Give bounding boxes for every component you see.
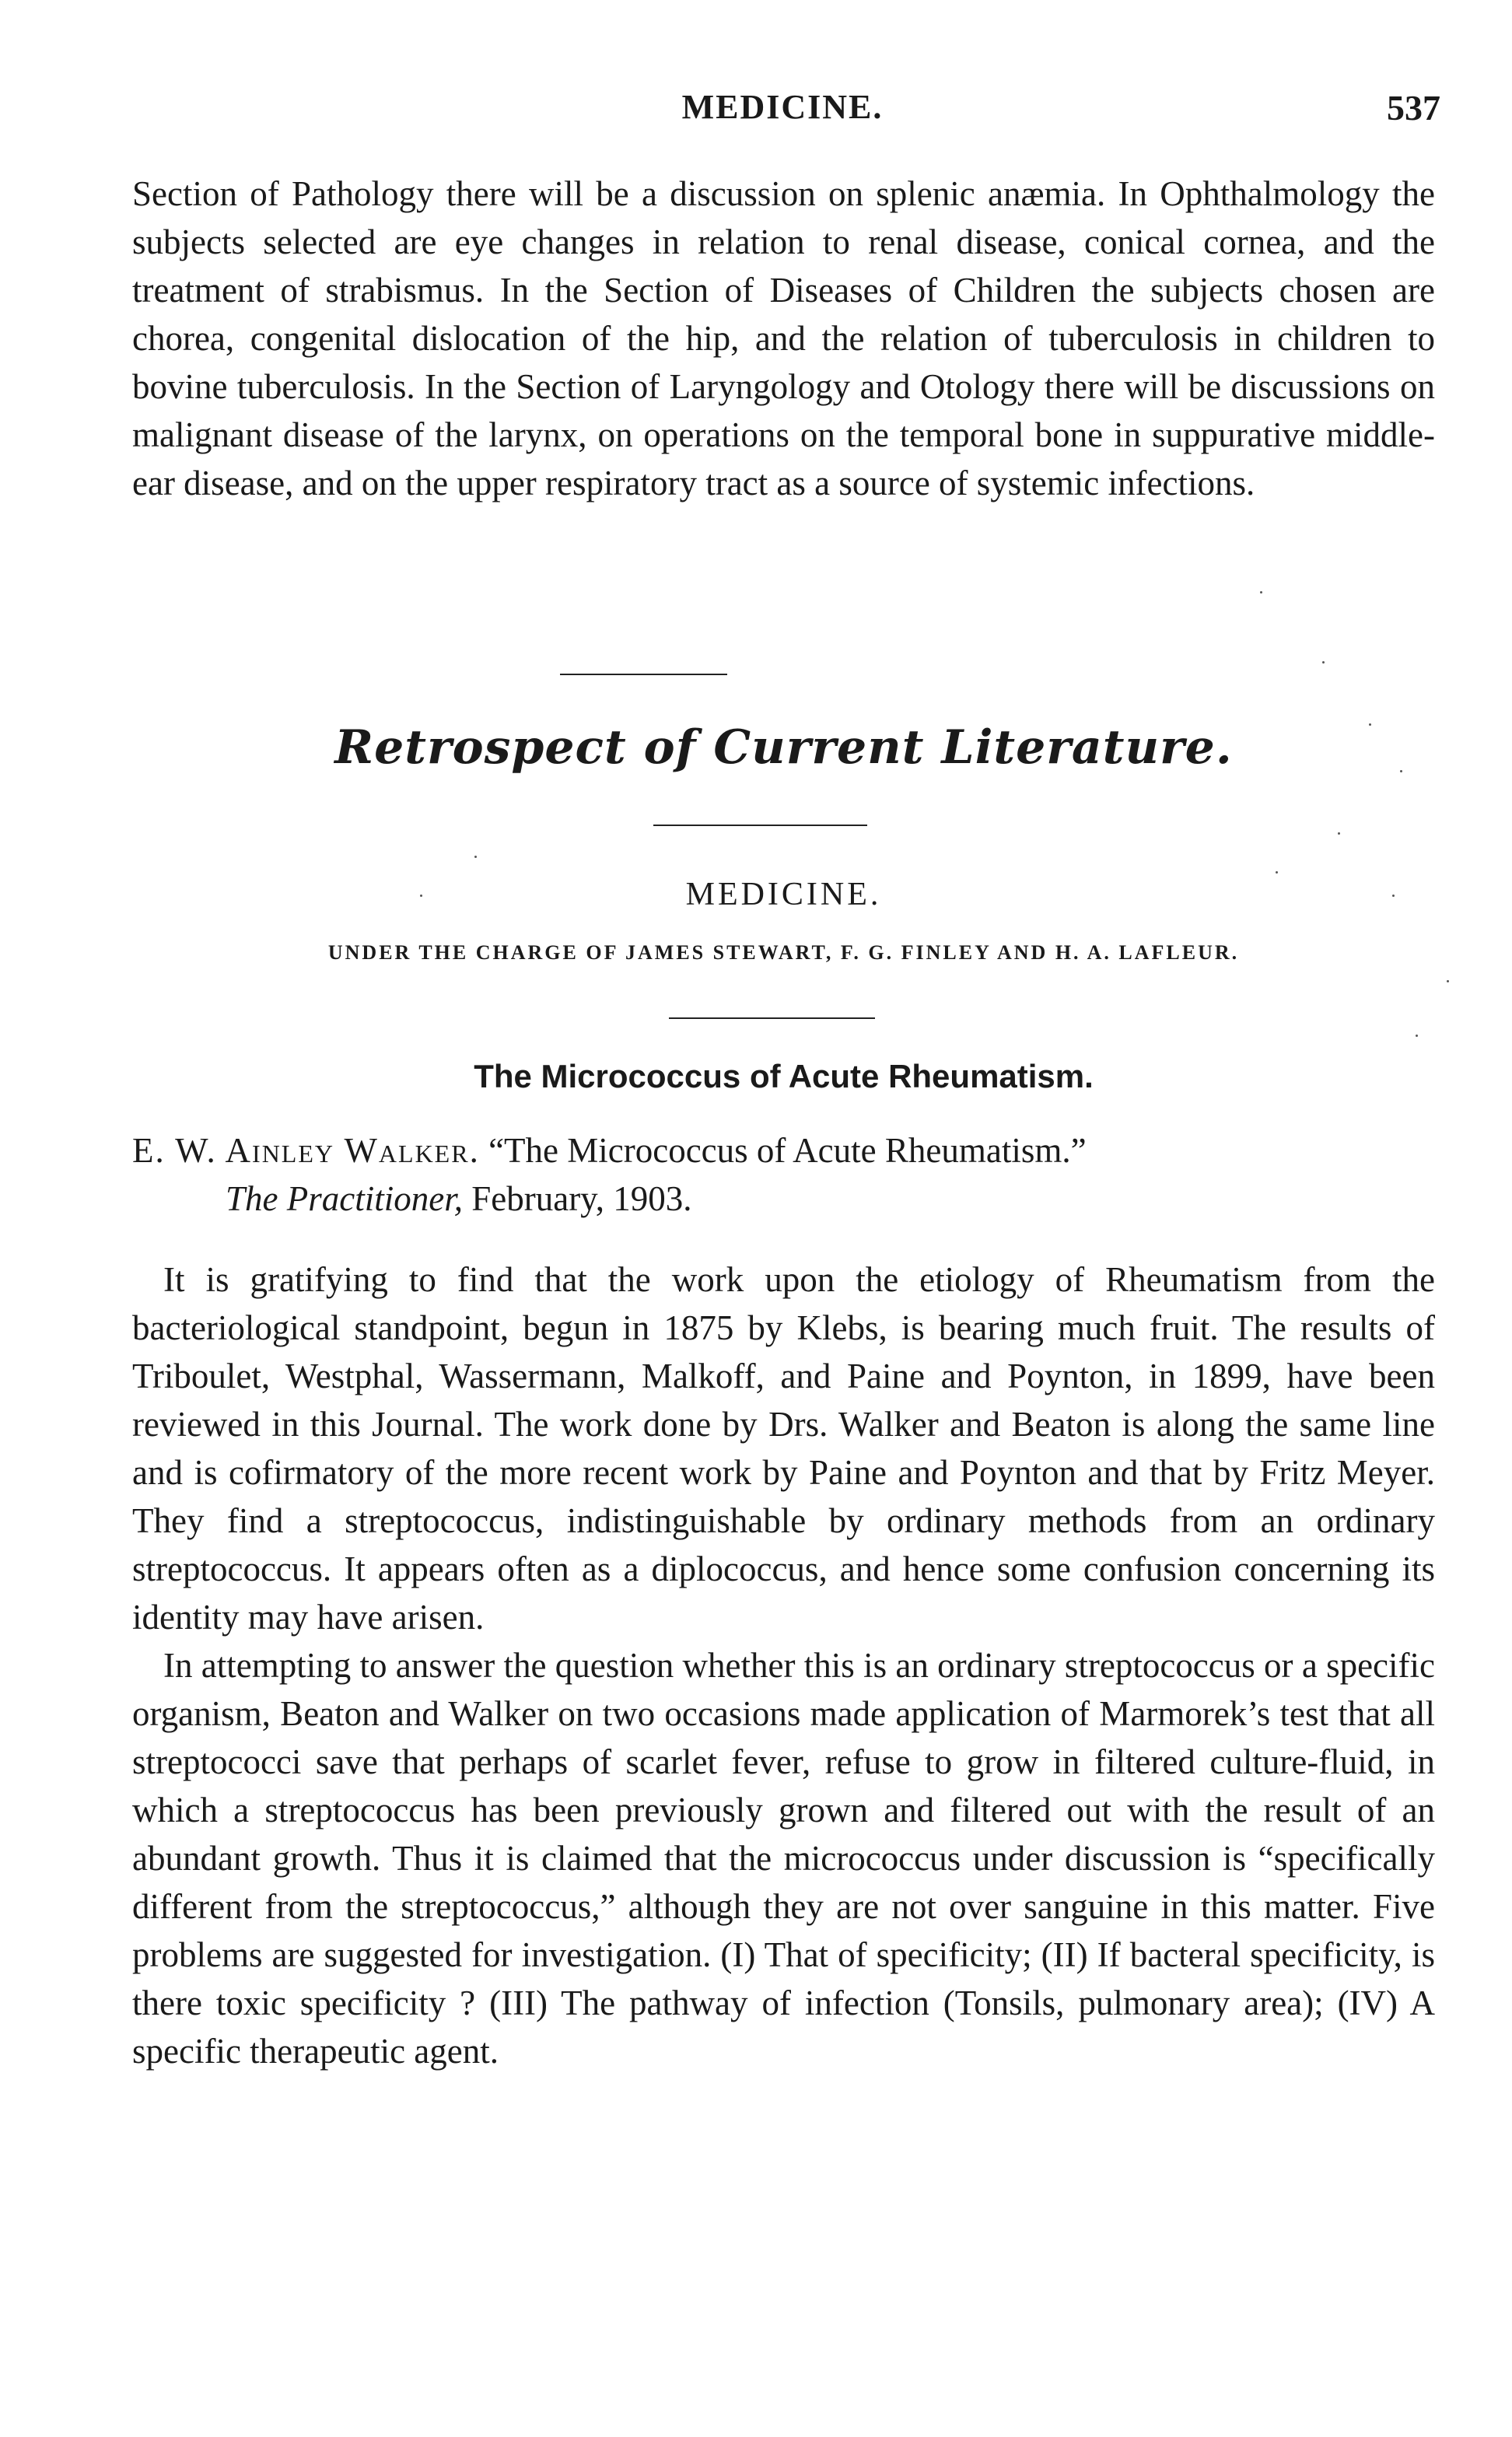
print-speck xyxy=(420,895,422,897)
opening-paragraph-block xyxy=(132,170,1435,507)
divider-rule-top xyxy=(560,674,727,675)
print-speck xyxy=(474,856,477,858)
divider-rule-bottom xyxy=(669,1017,875,1019)
section-charge: UNDER THE CHARGE OF JAMES STEWART, F. G. FINLEY AND H. A. LAFLEUR. xyxy=(327,941,1240,964)
retrospect-title: Retrospect of Current Literature. xyxy=(334,720,1233,775)
article-body xyxy=(132,1255,1435,2075)
citation-work: “The Micrococcus of Acute Rheumatism.” xyxy=(488,1131,1087,1170)
page-number: 537 xyxy=(1387,88,1440,128)
running-title: MEDICINE. xyxy=(681,88,884,126)
print-speck xyxy=(1416,1035,1418,1037)
citation-author: E. W. Ainley Walker. xyxy=(132,1131,480,1170)
divider-rule-middle xyxy=(653,825,867,826)
print-speck xyxy=(1322,661,1325,664)
print-speck xyxy=(1338,832,1340,835)
opening-paragraph: Section of Pathology there will be a discussion on splenic anæmia. In Ophthalmology the subjects selected are eye changes in relation to renal disease, conical cornea, and the treatment of strabismus. In the Section of Diseases of Children the subjects chosen are chorea, congenital dislocation of the hip, and the relation of tuberculosis in children to bovine tuberculosis. In the Section of Laryngology and Otology there will be discussions on malignant disease of the larynx, on operations on the temporal bone in suppurative middle-ear disease, and on the upper respiratory tract as a source of systemic infections. xyxy=(132,174,1435,502)
article-citation xyxy=(132,1126,1435,1223)
section-title: MEDICINE. xyxy=(685,877,882,912)
print-speck xyxy=(1400,770,1402,772)
citation-date: February, 1903. xyxy=(471,1179,692,1218)
print-speck xyxy=(1392,895,1395,897)
print-speck xyxy=(1369,723,1371,726)
article-paragraph: It is gratifying to find that the work upon the etiology of Rheumatism from the bacteriological standpoint, begun in 1875 by Klebs, is bearing much fruit. The results of Triboulet, Westphal, Wassermann, Malkoff, and Paine and Poynton, in 1899, have been reviewed in this Journal. The work done by Drs. Walker and Beaton is along the same line and is cofirmatory of the more recent work by Paine and Poynton and that by Fritz Meyer. They find a streptococcus, indistinguishable by ordinary methods from an ordinary streptococcus. It appears often as a diplococcus, and hence some confusion concerning its identity may have arisen. xyxy=(132,1260,1435,1637)
print-speck xyxy=(1276,871,1278,874)
print-speck xyxy=(1447,980,1449,982)
article-title: The Micrococcus of Acute Rheumatism. xyxy=(474,1058,1094,1094)
citation-line-1 xyxy=(132,1126,1435,1175)
citation-line-2 xyxy=(132,1175,1435,1223)
running-head xyxy=(124,87,1440,134)
citation-journal: The Practitioner, xyxy=(226,1179,463,1218)
print-speck xyxy=(1260,591,1262,593)
article-paragraph: In attempting to answer the question whether this is an ordinary streptococcus or a specific organism, Beaton and Walker on two occasions made application of Marmorek’s test that all streptococci save that perhaps of scarlet fever, refuse to grow in filtered culture-fluid, in which a streptococcus has been previously grown and filtered out with the result of an abundant growth. Thus it is claimed that the micrococcus under discussion is “specifically different from the streptococcus,” although they are not over sanguine in this matter. Five problems are suggested for investigation. (I) That of specificity; (II) If bacteral specificity, is there toxic specificity ? (III) The pathway of infection (Tonsils, pulmonary area); (IV) A specific therapeutic agent. xyxy=(132,1646,1435,2071)
